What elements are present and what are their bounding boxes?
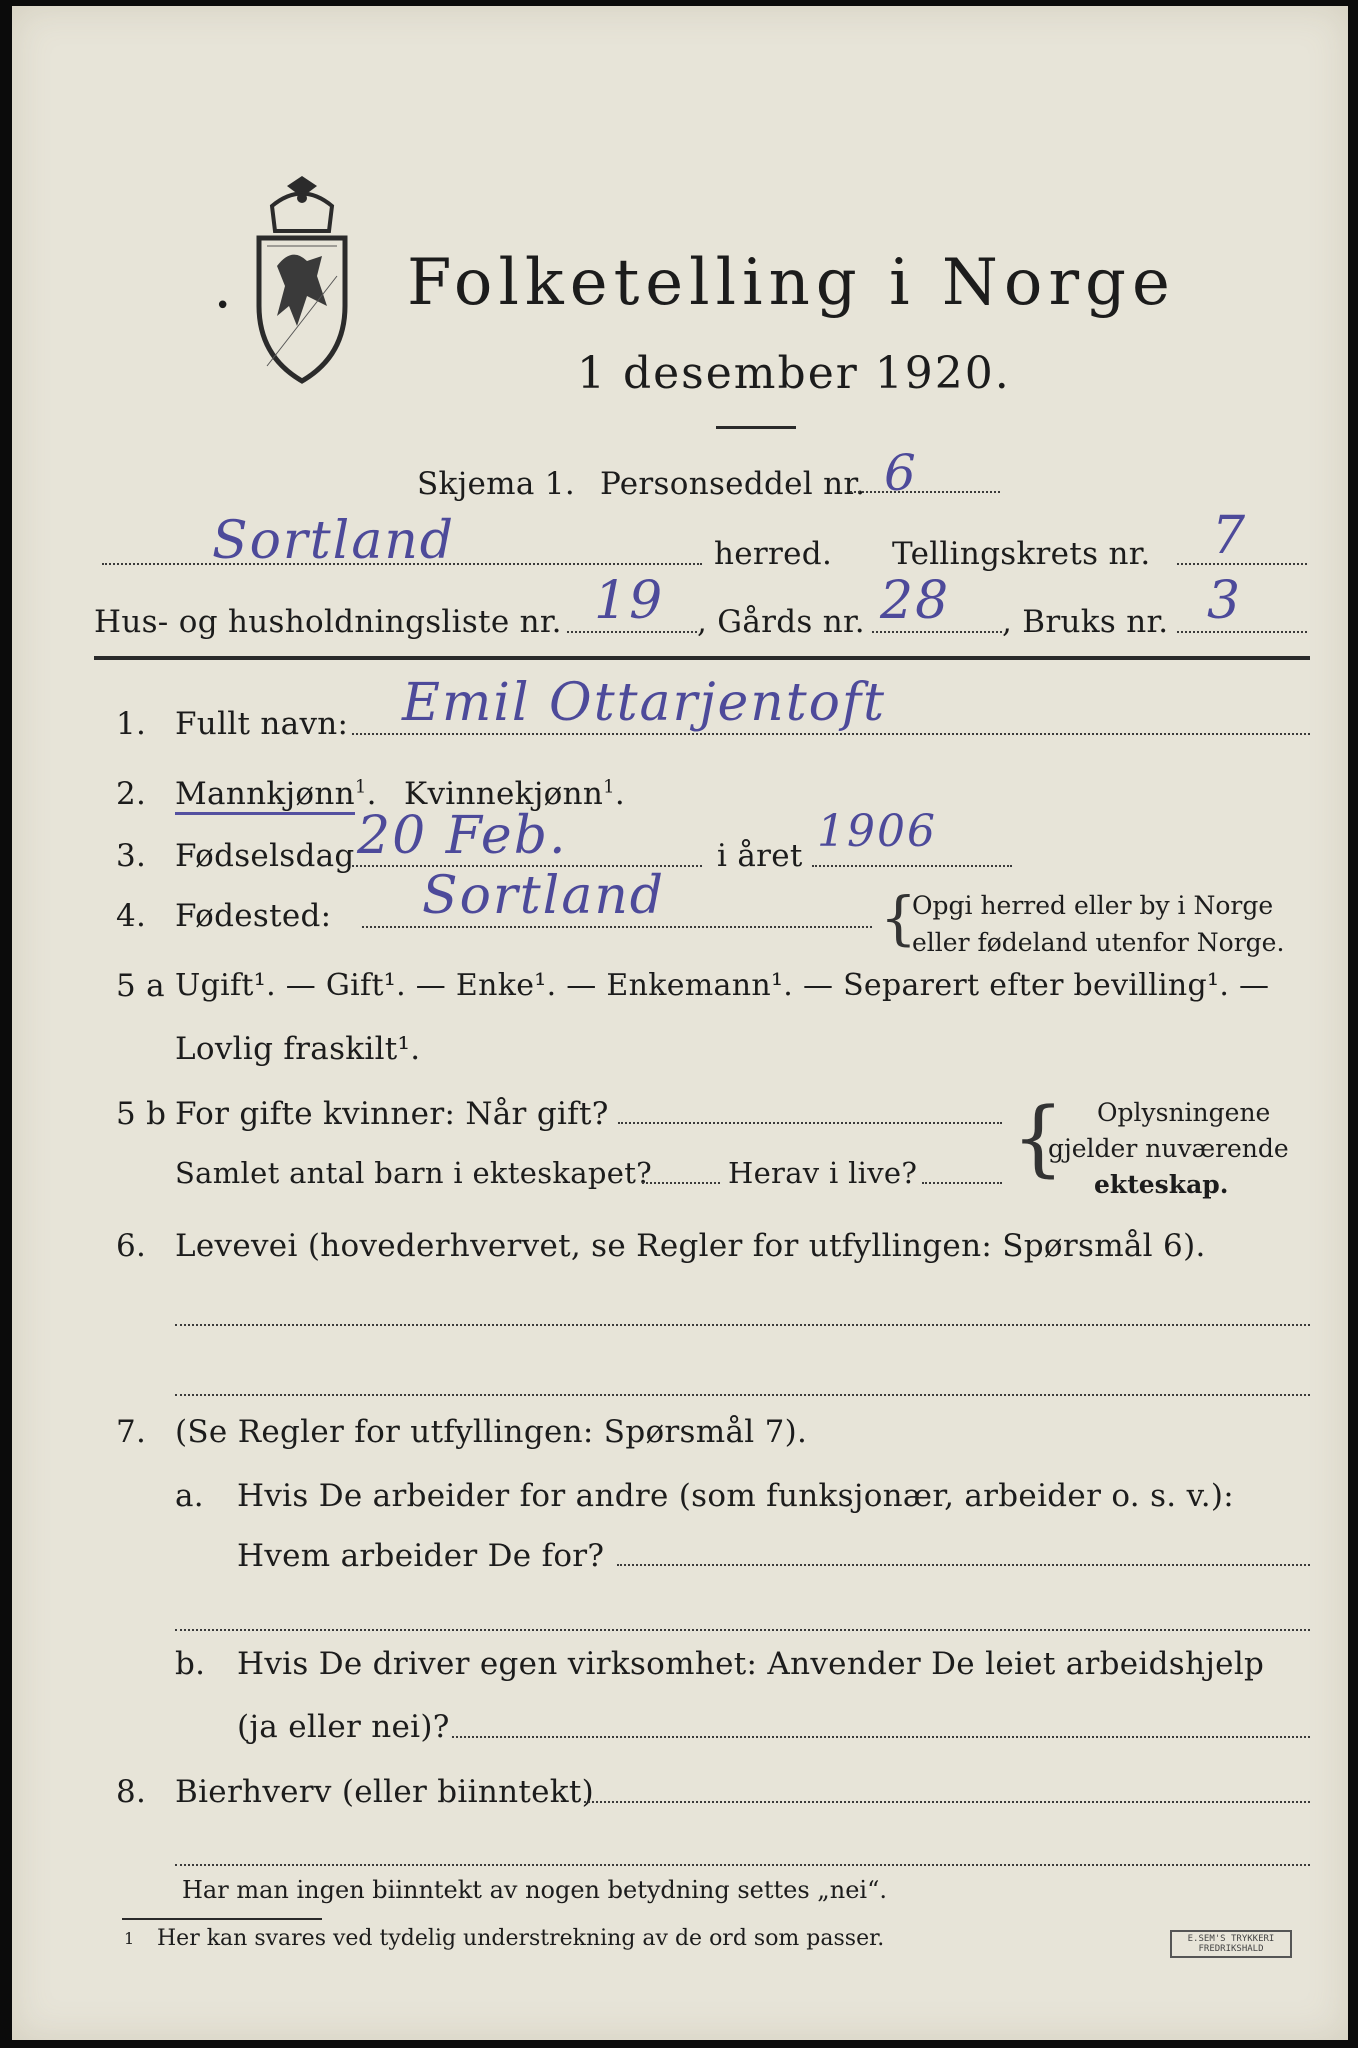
gaards-line bbox=[872, 631, 1002, 633]
q7a-line bbox=[617, 1564, 1310, 1566]
skjema-label: Skjema 1. bbox=[417, 466, 575, 502]
husliste-value: 19 bbox=[594, 571, 665, 631]
q3-number: 3. bbox=[116, 838, 147, 874]
q8-line-1 bbox=[584, 1801, 1310, 1803]
q5b-live-line bbox=[922, 1182, 1002, 1184]
q4-note-1: Opgi herred eller by i Norge bbox=[912, 891, 1274, 920]
q5b-note-1: Oplysningene bbox=[1097, 1098, 1271, 1127]
personseddel-value: 6 bbox=[884, 444, 918, 502]
q5a-line2: Lovlig fraskilt¹. bbox=[175, 1031, 421, 1067]
q7b-line bbox=[452, 1736, 1310, 1738]
footnote-text: Her kan svares ved tydelig understrekning av de ord som passer. bbox=[157, 1926, 885, 1951]
husliste-label: Hus- og husholdningsliste nr. bbox=[94, 604, 562, 640]
q4-value: Sortland bbox=[422, 866, 666, 926]
q6-line-1 bbox=[175, 1324, 1310, 1326]
q2-male: Mannkjønn$^1$. bbox=[175, 776, 377, 812]
personseddel-label: Personseddel nr. bbox=[600, 466, 866, 502]
q5b-barn-line bbox=[642, 1182, 720, 1184]
gaards-value: 28 bbox=[880, 571, 951, 631]
q5b-note-3: ekteskap. bbox=[1094, 1170, 1229, 1199]
footnote-mark: 1 bbox=[124, 1929, 135, 1948]
q1-value: Emil Ottarjentoft bbox=[402, 673, 887, 733]
q1-number: 1. bbox=[116, 706, 147, 742]
tellingskrets-value: 7 bbox=[1212, 506, 1248, 566]
printer-stamp bbox=[1170, 1930, 1292, 1958]
title-divider bbox=[716, 426, 796, 429]
q6-line-2 bbox=[175, 1394, 1310, 1396]
q2-number: 2. bbox=[116, 776, 147, 812]
herred-label: herred. bbox=[714, 536, 833, 572]
q5b-note-2: gjelder nuværende bbox=[1048, 1134, 1289, 1163]
q2-female: Kvinnekjønn$^1$. bbox=[404, 776, 626, 812]
q7a-extra-line bbox=[175, 1629, 1310, 1631]
q8-label: Bierhverv (eller biinntekt) bbox=[175, 1774, 595, 1810]
q4-brace: { bbox=[880, 884, 917, 952]
bruks-line bbox=[1177, 631, 1307, 633]
q4-line bbox=[362, 926, 872, 928]
footnote-rule bbox=[122, 1918, 322, 1920]
form-date: 1 desember 1920. bbox=[577, 348, 1011, 399]
printer-line2: FREDRIKSHALD bbox=[1198, 1944, 1264, 1954]
tellingskrets-label: Tellingskrets nr. bbox=[892, 536, 1151, 572]
form-title: Folketelling i Norge bbox=[407, 246, 1176, 320]
q3-year-label: i året bbox=[717, 838, 803, 874]
q5b-label2: Samlet antal barn i ekteskapet? bbox=[175, 1156, 652, 1190]
q5b-number: 5 b bbox=[116, 1096, 167, 1132]
q7-number: 7. bbox=[116, 1414, 147, 1450]
q7a-line1: Hvis De arbeider for andre (som funksjonær, arbeider o. s. v.): bbox=[237, 1478, 1235, 1514]
q5b-label3: Herav i live? bbox=[728, 1156, 918, 1190]
q5b-label1: For gifte kvinner: Når gift? bbox=[175, 1096, 609, 1132]
q7a-line2: Hvem arbeider De for? bbox=[237, 1538, 605, 1574]
q5b-brace: { bbox=[1012, 1091, 1065, 1186]
q5b-gift-line bbox=[618, 1122, 1002, 1124]
q3-label: Fødselsdag bbox=[175, 838, 355, 874]
q3-year-line bbox=[812, 865, 1012, 867]
q7b-line2: (ja eller nei)? bbox=[237, 1709, 450, 1745]
personseddel-line bbox=[850, 491, 1000, 493]
husliste-line bbox=[567, 631, 697, 633]
q6-label: Levevei (hovederhvervet, se Regler for utfyllingen: Spørsmål 6). bbox=[175, 1228, 1206, 1264]
q1-line bbox=[352, 733, 1310, 735]
printer-line1: E.SEM'S TRYKKERI bbox=[1187, 1934, 1275, 1944]
q4-note-2: eller fødeland utenfor Norge. bbox=[912, 928, 1285, 957]
q5a-line1: Ugift¹. — Gift¹. — Enke¹. — Enkemann¹. — Separert efter bevilling¹. — bbox=[175, 968, 1270, 1003]
q8-number: 8. bbox=[116, 1774, 147, 1810]
q8-line-2 bbox=[175, 1864, 1310, 1866]
q6-number: 6. bbox=[116, 1228, 147, 1264]
header-rule bbox=[94, 656, 1310, 660]
norway-coat-of-arms-icon bbox=[247, 176, 357, 386]
footer-note: Har man ingen biinntekt av nogen betydning settes „nei“. bbox=[182, 1876, 887, 1904]
q7a-letter: a. bbox=[175, 1478, 204, 1514]
q7b-line1: Hvis De driver egen virksomhet: Anvender De leiet arbeidshjelp bbox=[237, 1646, 1265, 1682]
q4-number: 4. bbox=[116, 898, 147, 934]
herred-value: Sortland bbox=[212, 511, 456, 571]
q3-value: 20 Feb. bbox=[357, 806, 568, 866]
q4-label: Fødested: bbox=[175, 898, 332, 934]
q7-label: (Se Regler for utfyllingen: Spørsmål 7). bbox=[175, 1414, 808, 1450]
census-form-page bbox=[12, 6, 1348, 2040]
ornament-dot: • bbox=[215, 291, 231, 321]
q1-label: Fullt navn: bbox=[175, 706, 349, 742]
bruks-value: 3 bbox=[1207, 571, 1243, 631]
q5a-number: 5 a bbox=[116, 968, 165, 1004]
gaards-label: , Gårds nr. bbox=[697, 604, 865, 640]
bruks-label: , Bruks nr. bbox=[1002, 604, 1169, 640]
q3-year-value: 1906 bbox=[817, 806, 937, 857]
q7b-letter: b. bbox=[175, 1646, 206, 1682]
